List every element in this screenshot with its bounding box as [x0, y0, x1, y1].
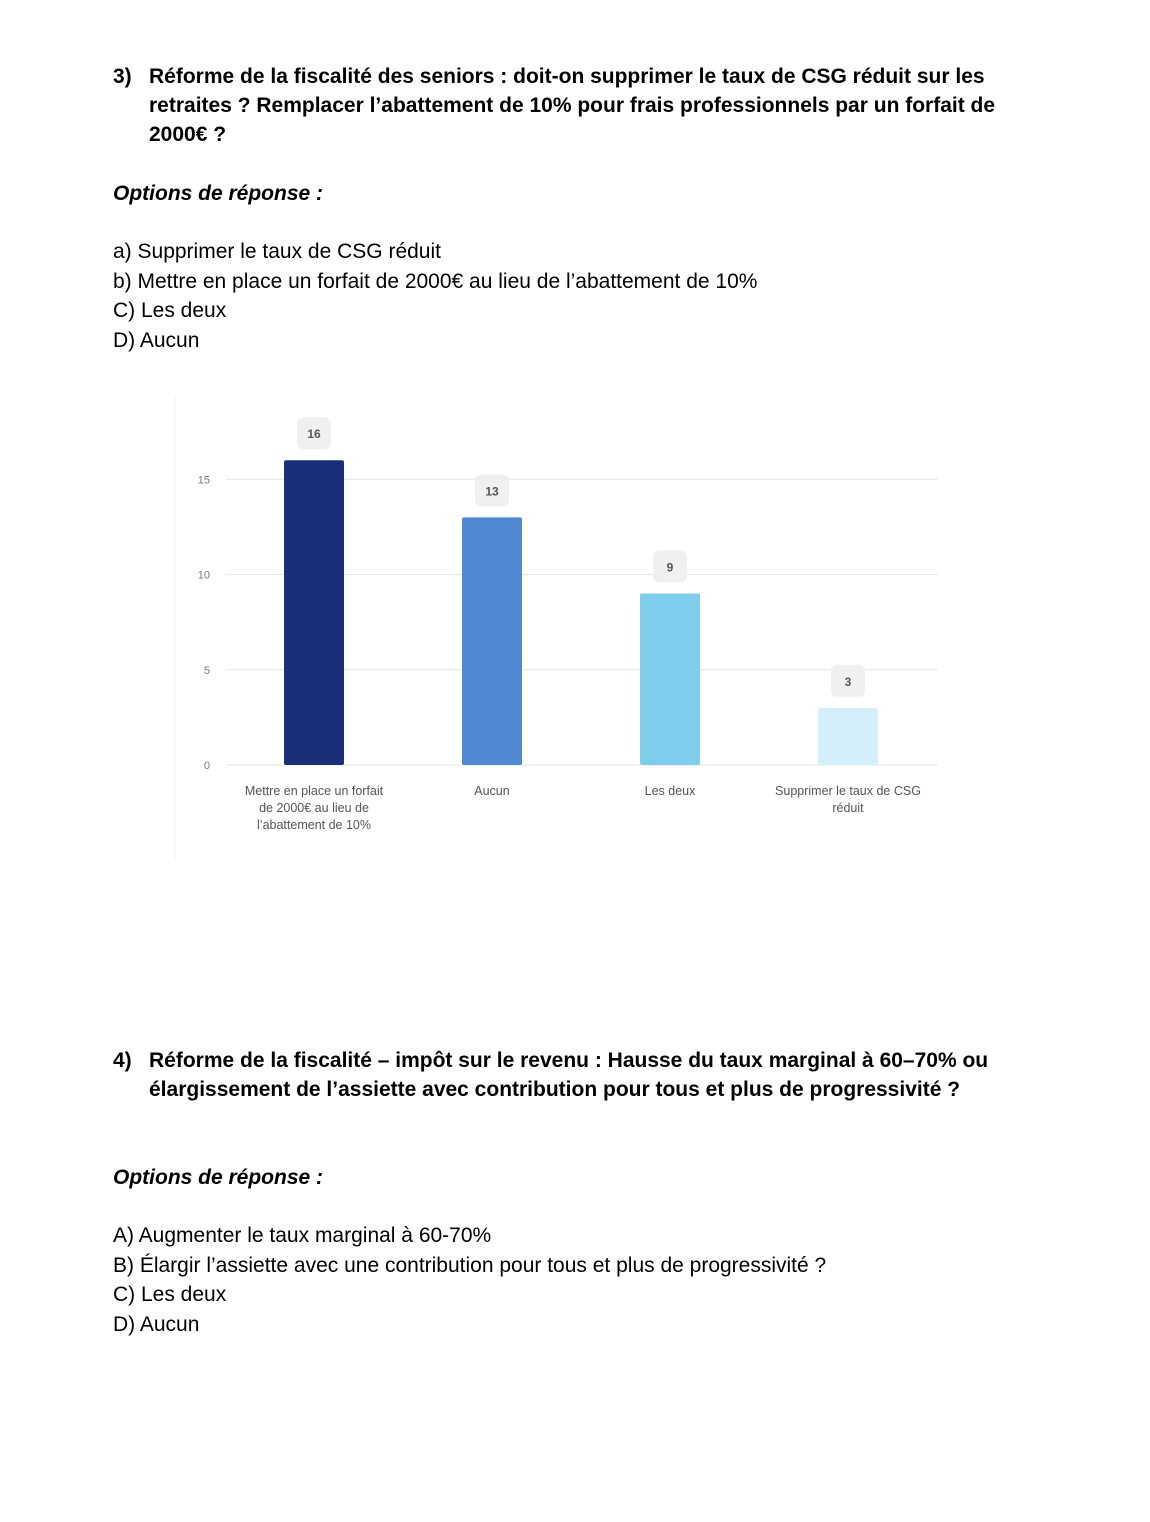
data-label: 13 [485, 484, 499, 499]
x-tick-label: l’abattement de 10% [257, 818, 371, 832]
question-3-number: 3) [113, 65, 132, 88]
y-tick-label: 10 [197, 569, 210, 582]
y-tick-label: 15 [197, 474, 210, 487]
question-4-options-list [113, 1221, 826, 1339]
question-3-option-d: D) Aucun [113, 328, 200, 352]
data-label: 16 [307, 427, 321, 442]
x-tick-label: Aucun [474, 784, 510, 798]
question-4-options-heading: Options de réponse : [113, 1166, 324, 1189]
x-tick-label: Supprimer le taux de CSG [775, 784, 921, 798]
question-3-option-b: b) Mettre en place un forfait de 2000€ au lieu de l’abattement de 10% [113, 269, 758, 293]
bar [284, 460, 344, 765]
bar [818, 708, 878, 765]
bar [640, 594, 700, 765]
data-label: 9 [666, 560, 674, 575]
x-tick-label: Mettre en place un forfait [244, 784, 384, 798]
x-tick-label: réduit [832, 801, 864, 815]
question-4-heading [113, 1046, 1033, 1104]
question-4-number: 4) [113, 1049, 132, 1072]
question-4-option-d: D) Aucun [113, 1312, 200, 1336]
question-3-option-a: a) Supprimer le taux de CSG réduit [113, 240, 441, 263]
x-tick-label: de 2000€ au lieu de [259, 801, 369, 815]
question-4-option-c: C) Les deux [113, 1283, 227, 1306]
question-3-title: Réforme de la fiscalité des seniors : doit-on supprimer le taux de CSG réduit sur les retraites ? Remplacer l’abattement de 10% pour frais professionnels par un forfait de 2000€ ? [149, 65, 996, 146]
question-4-option-b: B) Élargir l’assiette avec une contribution pour tous et plus de progressivité ? [113, 1253, 827, 1277]
bar [462, 517, 522, 765]
question-3-option-c: C) Les deux [113, 299, 227, 322]
question-3-bar-chart [170, 395, 960, 865]
question-3-heading [113, 62, 1033, 149]
y-tick-label: 5 [203, 664, 210, 677]
question-4-title: Réforme de la fiscalité – impôt sur le revenu : Hausse du taux marginal à 60–70% ou élargissement de l’assiette avec contribution pour tous et plus de progressivité ? [149, 1049, 989, 1101]
data-label: 3 [844, 674, 852, 689]
question-4-option-a: A) Augmenter le taux marginal à 60-70% [113, 1224, 492, 1247]
x-tick-label: Les deux [644, 784, 696, 798]
y-tick-label: 0 [203, 760, 210, 772]
question-3-options-heading: Options de réponse : [113, 182, 324, 205]
question-3-options-list [113, 237, 757, 355]
